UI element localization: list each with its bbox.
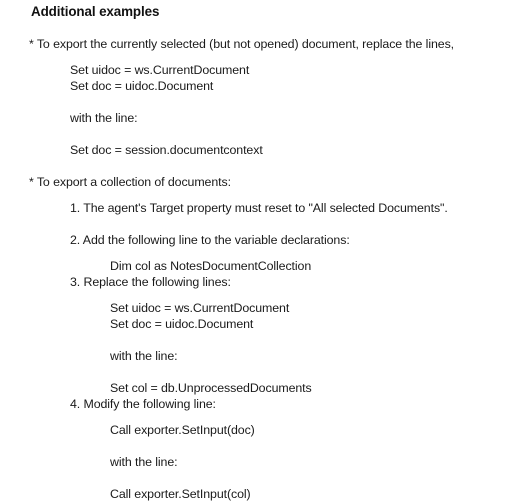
- with-line-text: with the line:: [110, 455, 178, 469]
- list-item-step-4: 4. Modify the following line:: [70, 397, 216, 411]
- code-line: Set col = db.UnprocessedDocuments: [110, 381, 312, 395]
- list-item-step-2: 2. Add the following line to the variable declarations:: [70, 233, 350, 247]
- code-line: Call exporter.SetInput(doc): [110, 423, 255, 437]
- code-line: Set doc = uidoc.Document: [110, 317, 254, 331]
- with-line-text: with the line:: [110, 349, 178, 363]
- code-line: Dim col as NotesDocumentCollection: [110, 259, 312, 273]
- with-line-text: with the line:: [70, 111, 138, 125]
- list-item-step-3: 3. Replace the following lines:: [70, 275, 231, 289]
- section2-intro: * To export a collection of documents:: [29, 175, 231, 189]
- code-line: Set doc = session.documentcontext: [70, 143, 263, 157]
- code-line: Set doc = uidoc.Document: [70, 79, 214, 93]
- section1-intro: * To export the currently selected (but not opened) document, replace the lines,: [29, 37, 455, 51]
- page-heading: Additional examples: [31, 4, 160, 19]
- code-line: Set uidoc = ws.CurrentDocument: [70, 63, 250, 77]
- code-line: Set uidoc = ws.CurrentDocument: [110, 301, 290, 315]
- list-item-step-1: 1. The agent's Target property must reset to "All selected Documents".: [70, 201, 448, 215]
- code-line: Call exporter.SetInput(col): [110, 487, 251, 501]
